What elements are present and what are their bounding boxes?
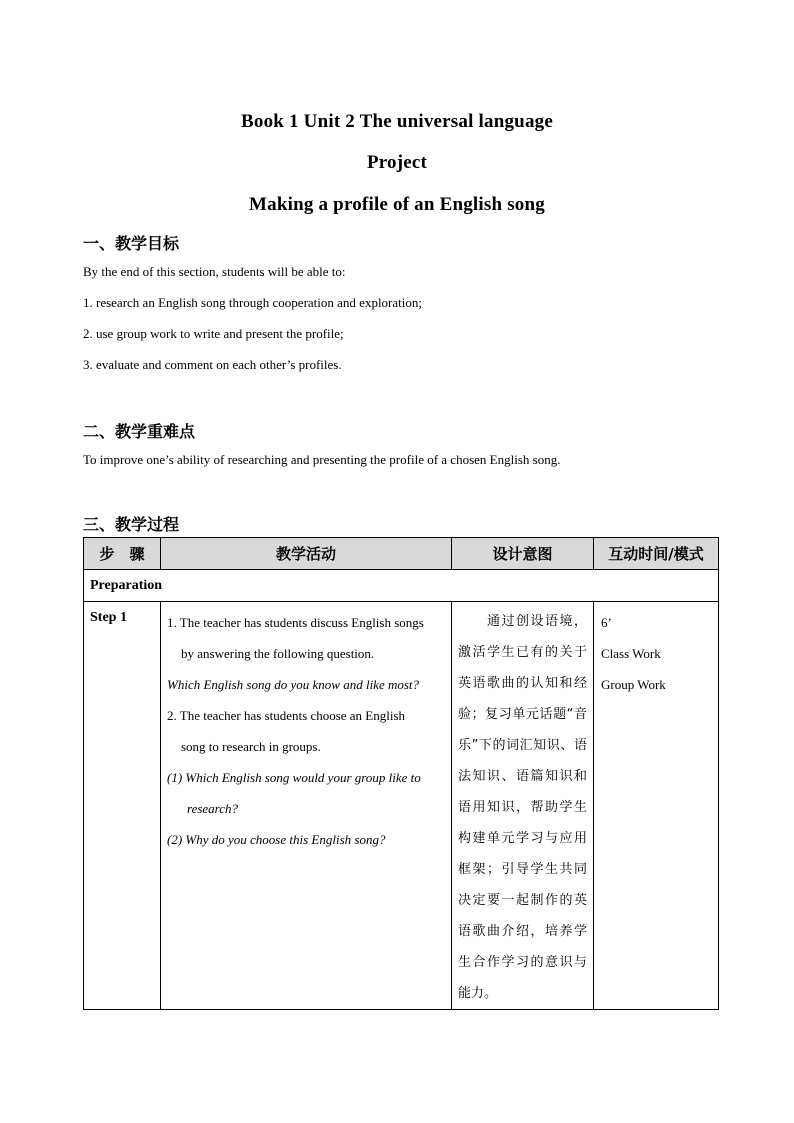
section-heading-key-points: 二、教学重难点	[83, 422, 196, 441]
header-steps: 步 骤	[84, 538, 161, 570]
activity-question: (1) Which English song would your group like to	[167, 770, 421, 785]
step-label: Step 1	[84, 602, 161, 1010]
doc-title: Book 1 Unit 2 The universal language	[241, 111, 553, 132]
doc-subtitle-topic: Making a profile of an English song	[249, 194, 545, 215]
activity-line: song to research in groups.	[181, 739, 321, 754]
activity-question: (2) Why do you choose this English song?	[167, 832, 386, 847]
section-heading-objectives: 一、教学目标	[83, 234, 180, 253]
objective-item: 1. research an English song through cooperation and exploration;	[83, 295, 422, 310]
header-time-mode: 互动时间/模式	[594, 538, 719, 570]
header-activities: 教学活动	[161, 538, 452, 570]
table-section-row	[84, 570, 719, 602]
key-points-text: To improve one’s ability of researching and presenting the profile of a chosen English song.	[83, 452, 561, 467]
teaching-process-table	[83, 537, 719, 1010]
activity-cell	[161, 602, 452, 1010]
mode-item: Class Work	[601, 646, 661, 661]
activity-line: 1. The teacher has students discuss English songs	[167, 615, 424, 630]
doc-subtitle-project: Project	[366, 152, 428, 173]
section-heading-process: 三、教学过程	[83, 515, 180, 534]
mode-item: Group Work	[601, 677, 666, 692]
table-row	[84, 602, 719, 1010]
time-mode-cell	[594, 602, 719, 1010]
activity-question: Which English song do you know and like most?	[167, 677, 420, 692]
objectives-intro: By the end of this section, students will be able to:	[83, 264, 346, 279]
activity-line: 2. The teacher has students choose an English	[167, 708, 406, 723]
activity-line: by answering the following question.	[181, 646, 375, 661]
objective-item: 3. evaluate and comment on each other’s profiles.	[83, 357, 342, 372]
activity-question: research?	[187, 801, 239, 816]
table-header-row	[84, 538, 719, 570]
design-intent-cell: 通过创设语境，激活学生已有的关于英语歌曲的认知和经验；复习单元话题“音乐”下的词汇知识、语法知识、语篇知识和语用知识，帮助学生构建单元学习与应用框架；引导学生共同决定要一起制作的英语歌曲介绍，培养学生合作学习的意识与能力。	[452, 602, 594, 1010]
header-design-intent: 设计意图	[452, 538, 594, 570]
time-value: 6’	[601, 615, 612, 630]
preparation-label: Preparation	[84, 570, 719, 602]
objective-item: 2. use group work to write and present the profile;	[83, 326, 344, 341]
